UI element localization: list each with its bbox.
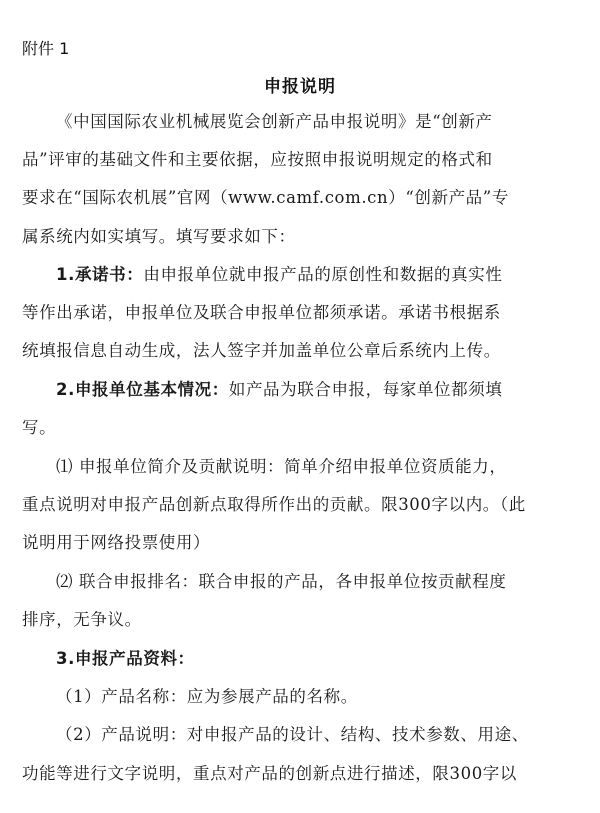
section-1-line-1 (56, 265, 502, 285)
section-2-item-1-line-1: ⑴ 申报单位简介及贡献说明：简单介绍申报单位资质能力， (56, 457, 507, 476)
intro-line-2: 品”评审的基础文件和主要依据，应按照申报说明规定的格式和 (22, 150, 493, 169)
attachment-label: 附件 1 (22, 39, 70, 58)
section-2-heading: 2.申报单位基本情况： (56, 380, 229, 399)
section-1-text: 由申报单位就申报产品的原创性和数据的真实性 (143, 265, 503, 284)
intro-line-3: 要求在“国际农机展”官网（www.camf.com.cn）“创新产品”专 (22, 188, 509, 207)
section-3-item-1: （1）产品名称：应为参展产品的名称。 (56, 687, 358, 706)
intro-line-4: 属系统内如实填写。填写要求如下： (22, 227, 296, 246)
section-1-heading: 1.承诺书： (56, 265, 144, 284)
section-3-item-2-line-2: 功能等进行文字说明，重点对产品的创新点进行描述，限300字以 (22, 764, 517, 783)
section-2-line-1 (56, 380, 502, 400)
section-2-item-2-line-1: ⑵ 联合申报排名：联合申报的产品，各申报单位按贡献程度 (56, 572, 507, 591)
section-3-heading: 3.申报产品资料： (56, 649, 195, 668)
section-1-line-2: 等作出承诺，申报单位及联合申报单位都须承诺。承诺书根据系 (22, 303, 501, 322)
section-2-item-2-line-2: 排序，无争议。 (22, 610, 142, 629)
document-title: 申报说明 (264, 77, 336, 97)
section-2-item-1-line-2: 重点说明对申报产品创新点取得所作出的贡献。限300字以内。（此 (22, 495, 526, 514)
section-2-text: 如产品为联合申报，每家单位都须填 (228, 380, 503, 399)
section-2-line-2: 写。 (22, 418, 57, 437)
section-2-item-1-line-3: 说明用于网络投票使用） (22, 533, 211, 552)
section-3-item-2-line-1: （2）产品说明：对申报产品的设计、结构、技术参数、用途、 (56, 725, 529, 744)
section-1-line-3: 统填报信息自动生成，法人签字并加盖单位公章后系统内上传。 (22, 341, 501, 360)
intro-line-1: 《中国国际农业机械展览会创新产品申报说明》是“创新产 (56, 112, 493, 131)
